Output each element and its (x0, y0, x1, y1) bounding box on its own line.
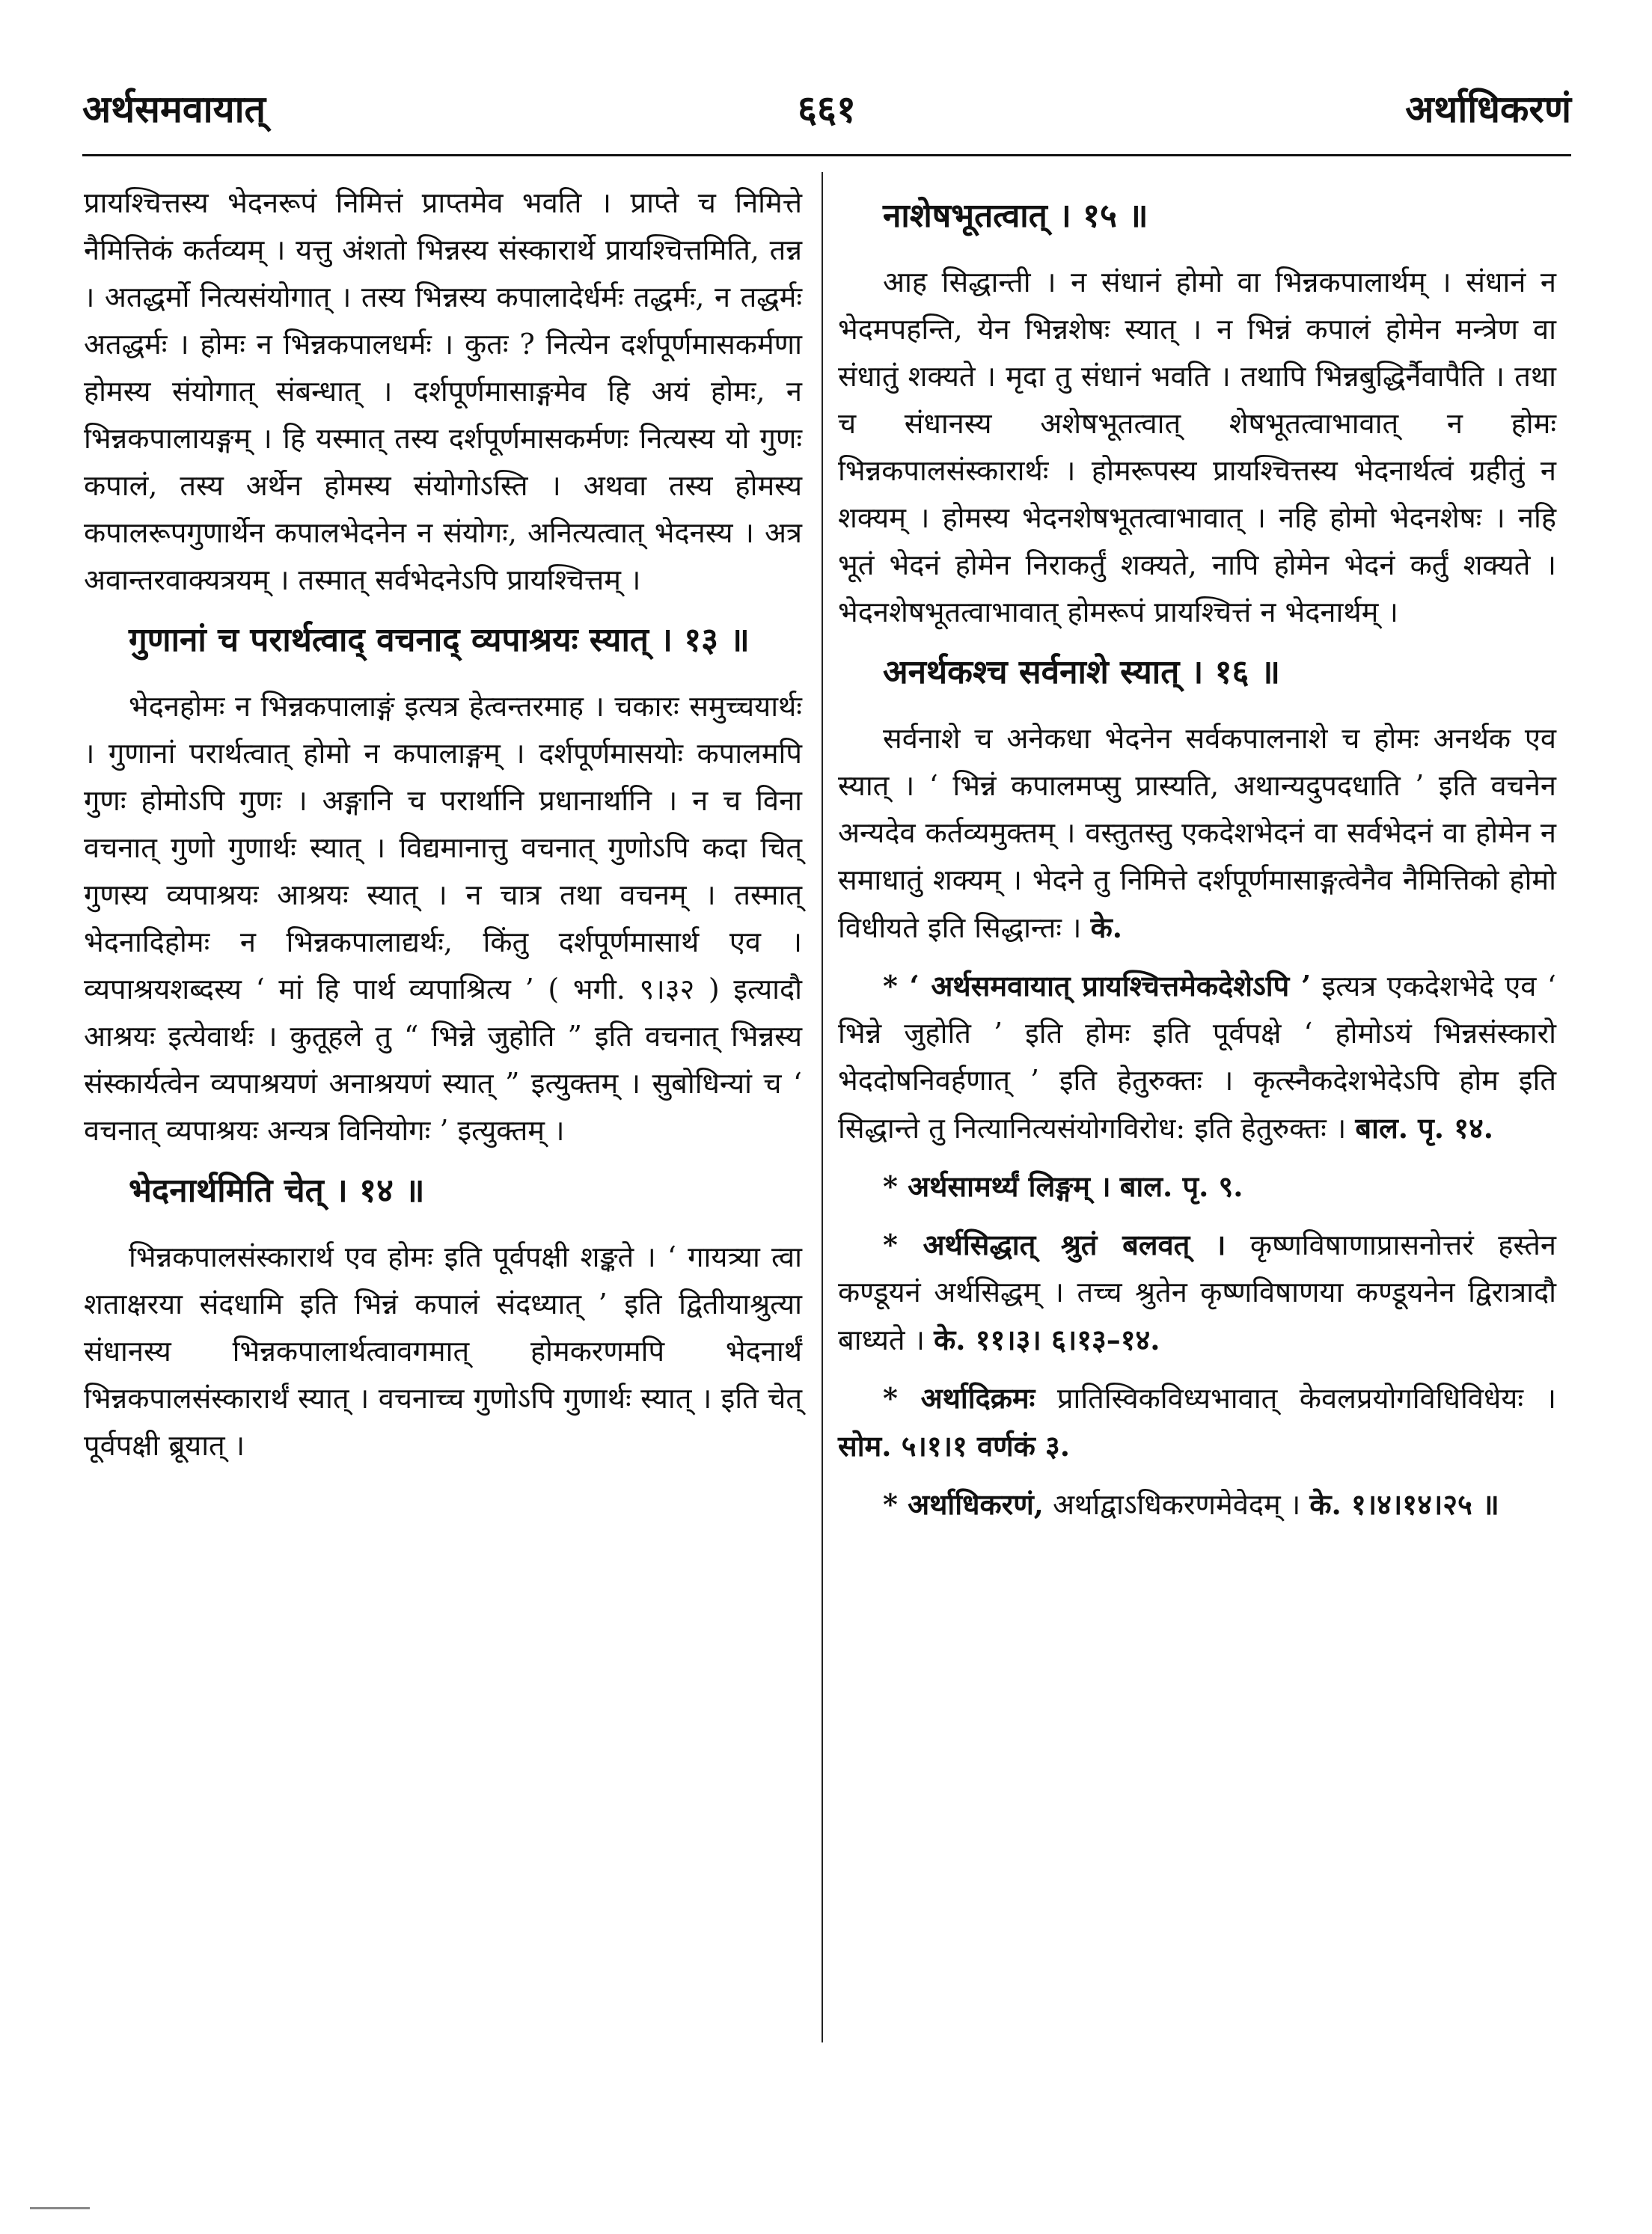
note-heading: * ‘ अर्थसमवायात् प्रायश्चित्तमेकदेशेऽपि ’ (883, 969, 1312, 1003)
header-right-title: अर्थाधिकरणं (1405, 87, 1571, 131)
note-heading: * अर्थाधिकरणं, (883, 1487, 1044, 1521)
note-paragraph (838, 1163, 1556, 1211)
reference: बाल. पृ. १४. (1355, 1111, 1493, 1145)
note-paragraph (838, 1481, 1556, 1528)
reference: के. (1090, 911, 1122, 944)
reference: बाल. पृ. ९. (1119, 1169, 1243, 1203)
note-text: कृष्णविषाणाप्रासनोत्तरं हस्तेन कण्डूयनं अर्थसिद्धम् । तच्च श्रुतेन कृष्णविषाणया कण्डूयनेन द्विरात्रादौ बाध्यते । (838, 1228, 1556, 1356)
commentary-paragraph: भेदनहोमः न भिन्नकपालाङ्गं इत्यत्र हेत्वन्तरमाह । चकारः समुच्चयार्थः । गुणानां परार्थत्वात् होमो न कपालाङ्गम् । दर्शपूर्णमासयोः कपालमपि गुणः होमोऽपि गुणः । अङ्गानि च परार्थानि प्रधानार्थानि । न च विना वचनात् गुणो गुणार्थः स्यात् । विद्यमानात्तु वचनात् गुणोऽपि कदा चित् गुणस्य व्यपाश्रयः आश्रयः स्यात् । न चात्र तथा वचनम् । तस्मात् भेदनादिहोमः न भिन्नकपालाद्यर्थः, किंतु दर्शपूर्णमासार्थ एव । व्यपाश्रयशब्दस्य ‘ मां हि पार्थ व्यपाश्रित्य ’ ( भगी. ९।३२ ) इत्यादौ आश्रयः इत्येवार्थः । कुतूहले तु “ भिन्ने जुहोति ” इति वचनात् भिन्नस्य संस्कार्यत्वेन व्यपाश्रयणं अनाश्रयणं स्यात् ” इत्युक्तम् । सुबोधिन्यां च ‘ वचनात् व्यपाश्रयः अन्यत्र विनियोगः ’ इत्युक्तम् । (84, 690, 802, 1147)
header-rule (82, 154, 1571, 156)
note-heading: * अर्थसामर्थ्यं लिङ्गम् । (883, 1169, 1111, 1203)
sutra-15: नाशेषभूतत्वात् । १५ ॥ (883, 197, 1148, 235)
note-text: प्रातिस्विकविध्यभावात् केवलप्रयोगविधिविधेयः । (1056, 1382, 1556, 1415)
header-left-title: अर्थसमवायात् (82, 87, 266, 131)
scan-artifact (30, 2207, 90, 2209)
commentary-paragraph: आह सिद्धान्ती । न संधानं होमो वा भिन्नकपालार्थम् । संधानं न भेदमपहन्ति, येन भिन्नशेषः स्यात् । न भिन्नं कपालं होमेन मन्त्रेण वा संधातुं शक्यते । मृदा तु संधानं भवति । तथापि भिन्नबुद्धिर्नैवापैति । तथा च संधानस्य अशेषभूतत्वात् शेषभूतत्वाभावात् न होमः भिन्नकपालसंस्कारार्थः । होमरूपस्य प्रायश्चित्तस्य भेदनार्थत्वं ग्रहीतुं न शक्यम् । होमस्य भेदनशेषभूतत्वाभावात् । नहि होमो भेदनशेषः । नहि भूतं भेदनं होमेन निराकर्तुं शक्यते, नापि होमेन भेदनं कर्तुं शक्यते । भेदनशेषभूतत्वाभावात् होमरूपं प्रायश्चित्तं न भेदनार्थम् । (838, 266, 1556, 628)
commentary-paragraph: प्रायश्चित्तस्य भेदनरूपं निमित्तं प्राप्तमेव भवति । प्राप्ते च निमित्ते नैमित्तिकं कर्तव्यम् । यत्तु अंशतो भिन्नस्य संस्कारार्थे प्रायश्चित्तमिति, तन्न । अतद्धर्मो नित्यसंयोगात् । तस्य भिन्नस्य कपालादेर्धर्मः तद्धर्मः, न तद्धर्मः अतद्धर्मः । होमः न भिन्नकपालधर्मः । कुतः ? नित्येन दर्शपूर्णमासकर्मणा होमस्य संयोगात् संबन्धात् । दर्शपूर्णमासाङ्गमेव हि अयं होमः, न भिन्नकपालायङ्गम् । हि यस्मात् तस्य दर्शपूर्णमासकर्मणः नित्यस्य यो गुणः कपालं, तस्य अर्थेन होमस्य संयोगोऽस्ति । अथवा तस्य होमस्य कपालरूपगुणार्थेन कपालभेदनेन न संयोगः, अनित्यत्वात् भेदनस्य । अत्र अवान्तरवाक्यत्रयम् । तस्मात् सर्वभेदनेऽपि प्रायश्चित्तम् । (84, 186, 802, 596)
note-heading: * अर्थादिक्रमः (883, 1381, 1035, 1415)
sutra-16: अनर्थकश्च सर्वनाशे स्यात् । १६ ॥ (883, 653, 1281, 691)
note-text: इत्यत्र एकदेशभेदे एव ‘ भिन्ने जुहोति ’ इति होमः इति पूर्वपक्षे ‘ होमोऽयं भिन्नसंस्कारो भेददोषनिवर्हणात् ’ इति हेतुरुक्तः । कृत्स्नैकदेशभेदेऽपि होम इति सिद्धान्ते तु नित्यानित्यसंयोगविरोध: इति हेतुरुक्तः । (838, 970, 1556, 1145)
reference: के. ११।३। ६।१३–१४. (934, 1323, 1160, 1356)
commentary-paragraph (838, 715, 1556, 952)
commentary-paragraph: भिन्नकपालसंस्कारार्थ एव होमः इति पूर्वपक्षी शङ्कते । ‘ गायत्र्या त्वा शताक्षरया संदधामि इति भिन्नं कपालं संदध्यात् ’ इति द्वितीयाश्रुत्या संधानस्य भिन्नकपालार्थत्वावगमात् होमकरणमपि भेदनार्थं भिन्नकपालसंस्कारार्थं स्यात् । वचनाच्च गुणोऽपि गुणार्थः स्यात् । इति चेत् पूर्वपक्षी ब्रूयात् । (84, 1240, 802, 1462)
reference: के. १।४।१४।२५ ॥ (1309, 1487, 1499, 1521)
sutra-14: भेदनार्थमिति चेत् । १४ ॥ (129, 1172, 425, 1210)
note-paragraph (838, 1374, 1556, 1470)
running-header (82, 82, 1571, 142)
note-paragraph (838, 1221, 1556, 1364)
column-divider (822, 172, 823, 2042)
left-column (84, 180, 802, 1480)
reference: सोम. ५।१।१ वर्णकं ३. (838, 1429, 1071, 1463)
commentary-text: सर्वनाशे च अनेकधा भेदनेन सर्वकपालनाशे च होमः अनर्थक एव स्यात् । ‘ भिन्नं कपालमप्सु प्रास्यति, अथान्यदुपदधाति ’ इति वचनेन अन्यदेव कर्तव्यमुक्तम् । वस्तुतस्तु एकदेशभेदनं वा सर्वभेदनं वा होमेन न समाधातुं शक्यम् । भेदने तु निमित्ते दर्शपूर्णमासाङ्गत्वेनैव नैमित्तिको होमो विधीयते इति सिद्धान्तः । (838, 722, 1556, 944)
note-text: अर्थाद्वाऽधिकरणमेवेदम् । (1053, 1488, 1301, 1521)
right-column (838, 180, 1556, 1539)
sutra-13: गुणानां च परार्थत्वाद् वचनाद् व्यपाश्रयः स्यात् । १३ ॥ (129, 621, 750, 659)
page-number: ६६१ (798, 87, 856, 131)
note-heading: * अर्थसिद्धात् श्रुतं बलवत् । (883, 1228, 1226, 1261)
note-paragraph (838, 962, 1556, 1152)
